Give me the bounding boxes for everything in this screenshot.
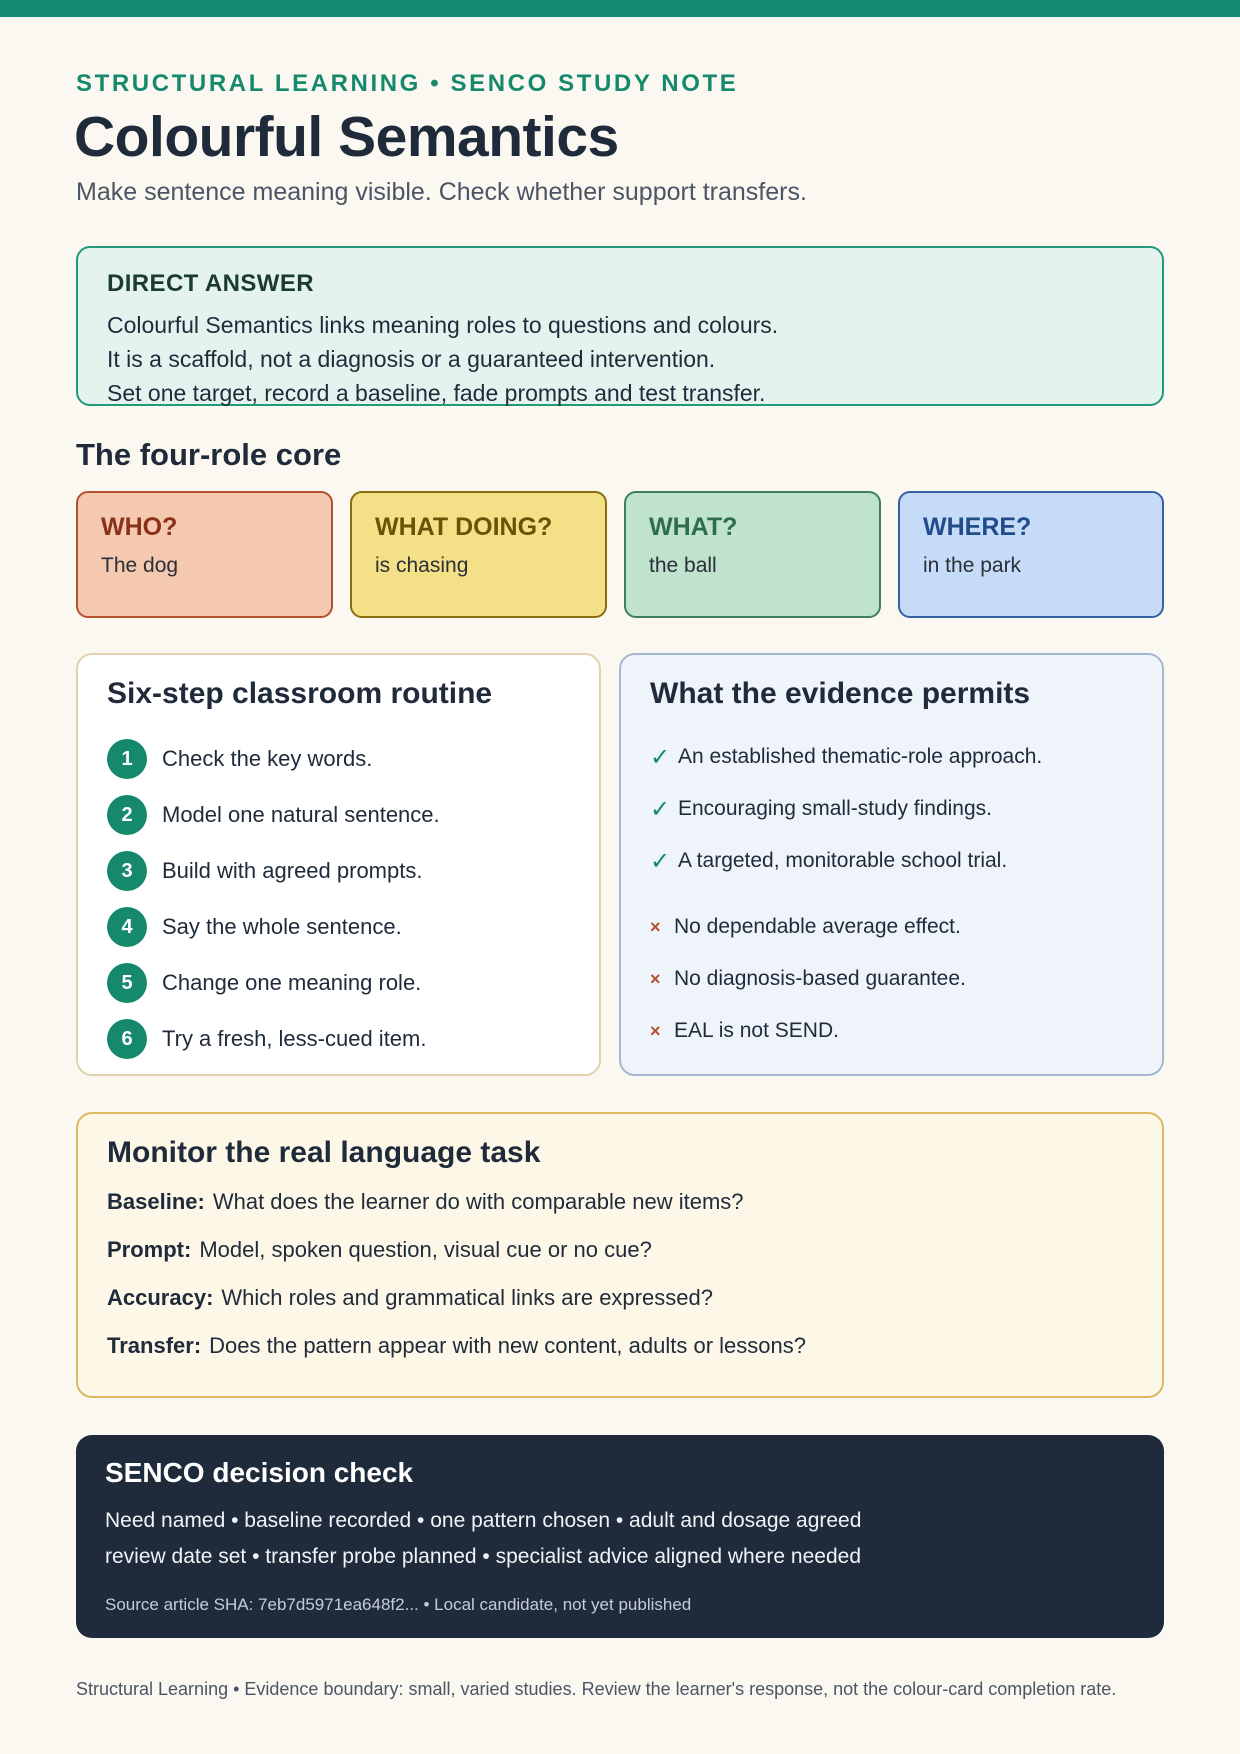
direct-answer-line: Set one target, record a baseline, fade prompts and test transfer. (107, 380, 766, 406)
evidence-limit-text: EAL is not SEND. (674, 1019, 839, 1042)
role-question: WHERE? (923, 513, 1032, 541)
monitor-text: Which roles and grammatical links are expressed? (221, 1285, 713, 1310)
step-number-badge: 2 (107, 795, 147, 835)
step-text: Say the whole sentence. (162, 914, 402, 939)
role-example: in the park (923, 554, 1022, 577)
monitor-text: Model, spoken question, visual cue or no cue? (199, 1237, 652, 1262)
page-footer: Structural Learning • Evidence boundary: small, varied studies. Review the learner's response, not the colour-card completion rate. (76, 1679, 1117, 1699)
step-text: Model one natural sentence. (162, 802, 440, 827)
monitor-row (107, 1280, 1133, 1328)
evidence-limit-item (650, 901, 1133, 953)
role-example: The dog (101, 554, 179, 577)
routine-title: Six-step classroom routine (107, 677, 493, 710)
routine-step (107, 1011, 570, 1067)
evidence-permit-text: Encouraging small-study findings. (678, 797, 992, 820)
decision-line: review date set • transfer probe planned • specialist advice aligned where needed (105, 1545, 861, 1568)
decision-line: Need named • baseline recorded • one pattern chosen • adult and dosage agreed (105, 1509, 862, 1532)
evidence-permit-item (650, 783, 1133, 835)
step-number-badge: 3 (107, 851, 147, 891)
top-accent-bar (0, 0, 1240, 17)
role-card-who (76, 491, 333, 618)
step-text: Check the key words. (162, 746, 373, 771)
cross-icon: × (650, 916, 661, 937)
step-number-badge: 6 (107, 1019, 147, 1059)
four-role-core-title: The four-role core (76, 437, 342, 472)
role-example: is chasing (375, 554, 469, 577)
routine-step (107, 955, 570, 1011)
routine-step (107, 899, 570, 955)
routine-step (107, 731, 570, 787)
check-icon: ✓ (650, 847, 671, 875)
classroom-routine-panel (76, 653, 601, 1076)
step-number-badge: 1 (107, 739, 147, 779)
role-card-what-doing (350, 491, 607, 618)
direct-answer-line: Colourful Semantics links meaning roles to questions and colours. (107, 312, 779, 338)
role-card-where (898, 491, 1164, 618)
monitor-label: Accuracy: (107, 1285, 214, 1310)
check-icon: ✓ (650, 795, 671, 823)
evidence-limit-item (650, 1005, 1133, 1057)
monitor-row (107, 1184, 1133, 1232)
monitor-title: Monitor the real language task (107, 1136, 541, 1169)
role-question: WHAT? (649, 513, 738, 541)
step-text: Change one meaning role. (162, 970, 422, 995)
role-question: WHAT DOING? (375, 513, 553, 541)
page-title: Colourful Semantics (74, 105, 619, 169)
step-text: Build with agreed prompts. (162, 858, 423, 883)
header-kicker: STRUCTURAL LEARNING • SENCO STUDY NOTE (76, 70, 739, 97)
step-number-badge: 5 (107, 963, 147, 1003)
step-text: Try a fresh, less-cued item. (162, 1026, 427, 1051)
routine-step (107, 843, 570, 899)
evidence-permit-item (650, 835, 1133, 887)
decision-title: SENCO decision check (105, 1457, 414, 1488)
monitor-label: Transfer: (107, 1333, 202, 1358)
evidence-divider-gap (650, 887, 1133, 901)
evidence-permit-text: An established thematic-role approach. (678, 745, 1043, 768)
monitor-label: Baseline: (107, 1189, 205, 1214)
monitor-text: Does the pattern appear with new content, adults or lessons? (209, 1333, 806, 1358)
evidence-title: What the evidence permits (650, 677, 1031, 710)
evidence-permit-item (650, 731, 1133, 783)
evidence-limit-text: No dependable average effect. (674, 915, 961, 938)
evidence-permit-text: A targeted, monitorable school trial. (678, 849, 1008, 872)
routine-step (107, 787, 570, 843)
monitor-panel (76, 1112, 1164, 1398)
direct-answer-heading: DIRECT ANSWER (107, 270, 314, 297)
senco-decision-panel (76, 1435, 1164, 1638)
role-example: the ball (649, 554, 717, 577)
direct-answer-box (76, 246, 1164, 406)
monitor-label: Prompt: (107, 1237, 192, 1262)
direct-answer-line: It is a scaffold, not a diagnosis or a guaranteed intervention. (107, 346, 716, 372)
evidence-limit-text: No diagnosis-based guarantee. (674, 967, 966, 990)
cross-icon: × (650, 968, 661, 989)
role-question: WHO? (101, 513, 178, 541)
monitor-row (107, 1328, 1133, 1376)
check-icon: ✓ (650, 743, 671, 771)
evidence-limit-item (650, 953, 1133, 1005)
role-card-what (624, 491, 881, 618)
page-subtitle: Make sentence meaning visible. Check whether support transfers. (76, 178, 807, 206)
evidence-panel (619, 653, 1164, 1076)
step-number-badge: 4 (107, 907, 147, 947)
cross-icon: × (650, 1020, 661, 1041)
monitor-row (107, 1232, 1133, 1280)
decision-source-note: Source article SHA: 7eb7d5971ea648f2... • Local candidate, not yet published (105, 1595, 692, 1614)
monitor-text: What does the learner do with comparable new items? (212, 1189, 744, 1214)
